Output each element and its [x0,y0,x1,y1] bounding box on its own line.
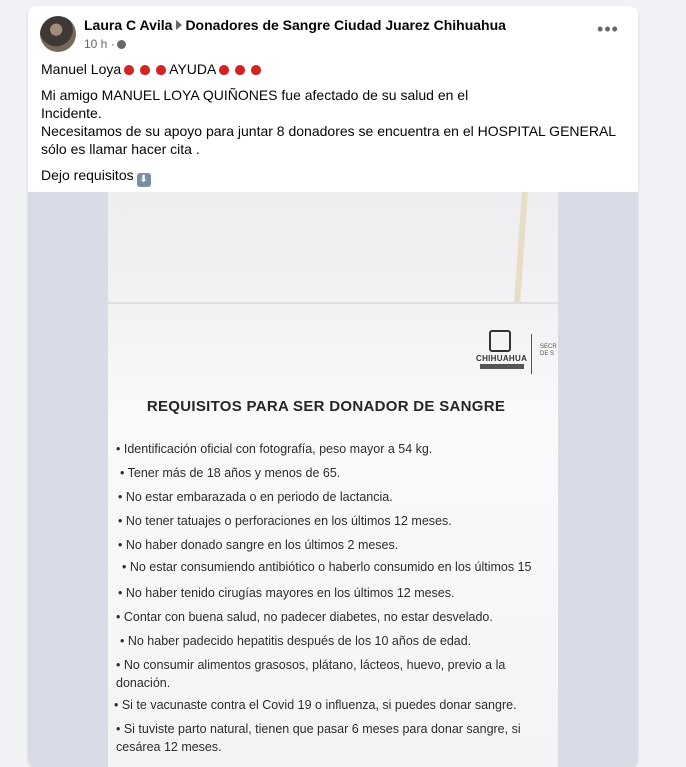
requirement-item: • Contar con buena salud, no padecer diabetes, no estar desvelado. [116,610,493,624]
red-heart-icon [156,65,166,75]
red-heart-icon [140,65,150,75]
requirement-item: • No haber tenido cirugías mayores en los últimos 12 meses. [118,586,455,600]
red-heart-icon [124,65,134,75]
requirement-item: • No estar consumiendo antibiótico o haberlo consumido en los últimos 15 [122,560,532,574]
requirement-item: • No estar embarazada o en periodo de lactancia. [118,490,393,504]
requirement-item: • Si tuviste parto natural, tienen que pasar 6 meses para donar sangre, si cesárea 12 meses. [116,722,521,754]
post-line-1: Manuel Loya AYUDA [41,60,626,78]
requirement-item: • No haber donado sangre en los últimos 2 meses. [118,538,399,552]
requirement-item: • Identificación oficial con fotografía, peso mayor a 54 kg. [116,442,433,456]
post-time[interactable]: 10 h · [84,37,115,51]
red-heart-icon [235,65,245,75]
author-name[interactable]: Laura C Avila [84,17,173,33]
document-title: REQUISITOS PARA SER DONADOR DE SANGRE [146,398,506,415]
post-header [40,16,626,56]
post-meta [84,37,126,51]
post-line-6: Dejo requisitos ⬇ [41,166,626,187]
post-text [41,60,626,187]
post-photo[interactable] [28,192,638,767]
author-line [84,17,506,33]
requirement-item: • No haber padecido hepatitis después de los 10 años de edad. [120,634,472,648]
requirement-item: • No tener tatuajes o perforaciones en los últimos 12 meses. [118,514,452,528]
pole [514,192,528,302]
requirement-item: • Tener más de 18 años y menos de 65. [120,466,341,480]
arrow-right-icon [176,20,182,30]
logo-text: CHIHUAHUA [476,354,528,363]
red-heart-icon [219,65,229,75]
post-line-5: sólo es llamar hacer cita . [41,141,200,157]
red-heart-icon [251,65,261,75]
more-options-button[interactable]: ••• [597,19,619,39]
chihuahua-logo-icon [489,330,511,352]
globe-icon [117,40,126,49]
facebook-post [28,6,638,767]
post-line-3: Incidente. [41,105,102,121]
avatar[interactable] [40,16,76,52]
down-arrow-icon: ⬇ [137,173,151,187]
group-name[interactable]: Donadores de Sangre Ciudad Juarez Chihuahua [185,17,506,33]
requirement-item: • Si te vacunaste contra el Covid 19 o influenza, si puedes donar sangre. [114,698,517,712]
post-line-4: Necesitamos de su apoyo para juntar 8 donadores se encuentra en el HOSPITAL GENERAL [41,123,617,139]
logo-right-text: SECR DE S [540,344,557,357]
requirement-item: • No consumir alimentos grasosos, plátano, lácteos, huevo, previo a la donación. [116,658,506,690]
post-line-2: Mi amigo MANUEL LOYA QUIÑONES fue afectado de su salud en el [41,87,469,103]
